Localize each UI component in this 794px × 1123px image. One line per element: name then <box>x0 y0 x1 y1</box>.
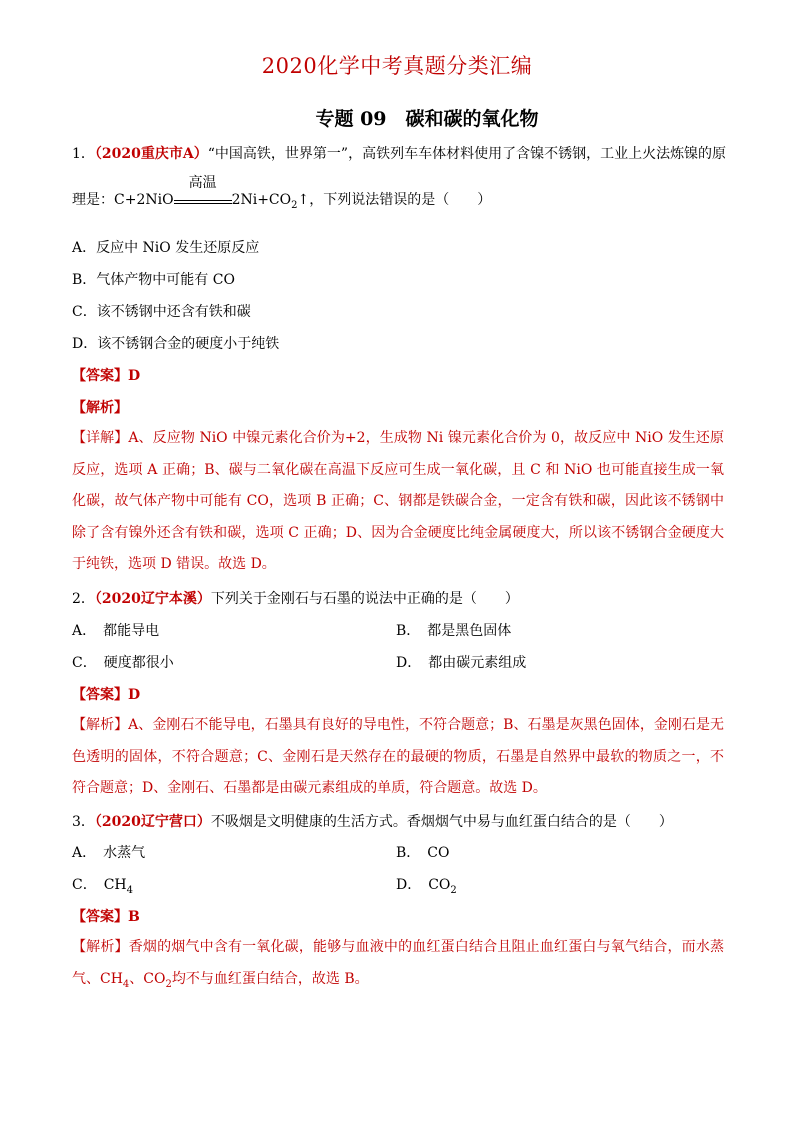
q3-option-c-text: C． CH <box>72 877 127 893</box>
q3-analysis <box>72 932 724 1000</box>
q3-option-b: B． CO <box>396 845 450 861</box>
ch4-subscript: 4 <box>126 884 134 896</box>
q1-detail: 【详解】A、反应物 NiO 中镍元素化合价为+2，生成物 Ni 镍元素化合价为 0，故反应中 NiO 发生还原反应，选项 A 正确；B、碳与二氧化碳在高温下反应可生成一氧化碳，且 C 和 NiO 也可能直接生成一氧化碳，故气体产物中可能有 CO，选项 B 正确；C、钢都是铁碳合金，一定含有铁和碳，因此该不锈钢中除了含有镍外还含有铁和碳，选项 C 正确；D、因为合金硬度比纯金属硬度大，所以该不锈钢合金硬度大于纯铁，选项 D 错误。故选 D。 <box>72 430 724 572</box>
co2-subscript-d: 2 <box>450 884 457 896</box>
q1-equation-right: 2Ni+CO <box>231 192 292 208</box>
q2-stem-text: 下列关于金刚石与石墨的说法中正确的是（ ） <box>210 591 519 607</box>
q2-stem <box>72 589 519 609</box>
q2-option-b: B． 都是黑色固体 <box>396 623 512 639</box>
q1-stem-line1 <box>72 144 726 164</box>
q1-number: 1． <box>72 146 95 162</box>
q1-stem-line2 <box>72 175 492 216</box>
q1-stem-text: “中国高铁，世界第一”，高铁列车车体材料使用了含镍不锈钢，工业上火法炼镍的原 <box>207 146 727 162</box>
q2-option-a: A． 都能导电 <box>72 623 160 639</box>
q3-analysis-sub-b: 2 <box>165 978 172 990</box>
q3-stem <box>72 812 673 832</box>
q2-source: （2020辽宁本溪） <box>94 591 211 607</box>
q3-source: （2020辽宁营口） <box>94 814 211 830</box>
q3-option-d-text: D． CO <box>396 877 451 893</box>
q1-option-b: B．气体产物中可能有 CO <box>72 272 235 288</box>
q1-option-c: C．该不锈钢中还含有铁和碳 <box>72 304 251 320</box>
q1-analysis-label: 【解析】 <box>72 400 128 416</box>
q3-analysis-text-a: 【解析】香烟的烟气中含有一氧化碳，能够与血液中的血红蛋白结合且阻止血红蛋白与氧气结合，而水蒸气、CH <box>72 939 724 987</box>
q3-analysis-text-c: 均不与血红蛋白结合，故选 B。 <box>171 970 369 987</box>
q2-number: 2． <box>72 591 95 607</box>
q2-option-c: C． 硬度都很小 <box>72 655 174 671</box>
q2-analysis: 【解析】A、金刚石不能导电，石墨具有良好的导电性，不符合题意；B、石墨是灰黑色固体，金刚石是无色透明的固体，不符合题意；C、金刚石是天然存在的最硬的物质，石墨是自然界中最软的物质之一，不符合题意；D、金刚石、石墨都是由碳元素组成的单质，符合题意。故选 D。 <box>72 717 724 796</box>
reaction-condition: 高温 <box>188 175 217 191</box>
q3-analysis-text-b: 、CO <box>129 970 166 987</box>
q1-option-d: D．该不锈钢合金的硬度小于纯铁 <box>72 336 280 352</box>
q2-answer: 【答案】D <box>72 687 141 703</box>
q2-option-d: D． 都由碳元素组成 <box>396 655 527 671</box>
q1-stem-tail: ↑，下列说法错误的是（ ） <box>297 192 492 208</box>
q3-number: 3． <box>72 814 95 830</box>
reaction-arrow <box>174 175 232 204</box>
q3-answer: 【答案】B <box>72 909 140 925</box>
q3-option-a: A． 水蒸气 <box>72 845 146 861</box>
q1-answer: 【答案】D <box>72 368 141 384</box>
q1-option-a: A．反应中 NiO 发生还原反应 <box>72 240 260 256</box>
q3-stem-text: 不吸烟是文明健康的生活方式。香烟烟气中易与血红蛋白结合的是（ ） <box>210 814 673 830</box>
q1-equation-left: 理是：C+2NiO <box>72 192 174 208</box>
document-title: 2020化学中考真题分类汇编 <box>261 54 533 78</box>
q3-option-d <box>396 875 457 901</box>
co2-subscript: 2 <box>291 199 298 211</box>
topic-subtitle: 专题 09 碳和碳的氧化物 <box>315 108 539 130</box>
q3-analysis-sub-a: 4 <box>122 978 130 990</box>
q1-source: （2020重庆市A） <box>94 146 208 162</box>
q3-option-c <box>72 875 133 901</box>
